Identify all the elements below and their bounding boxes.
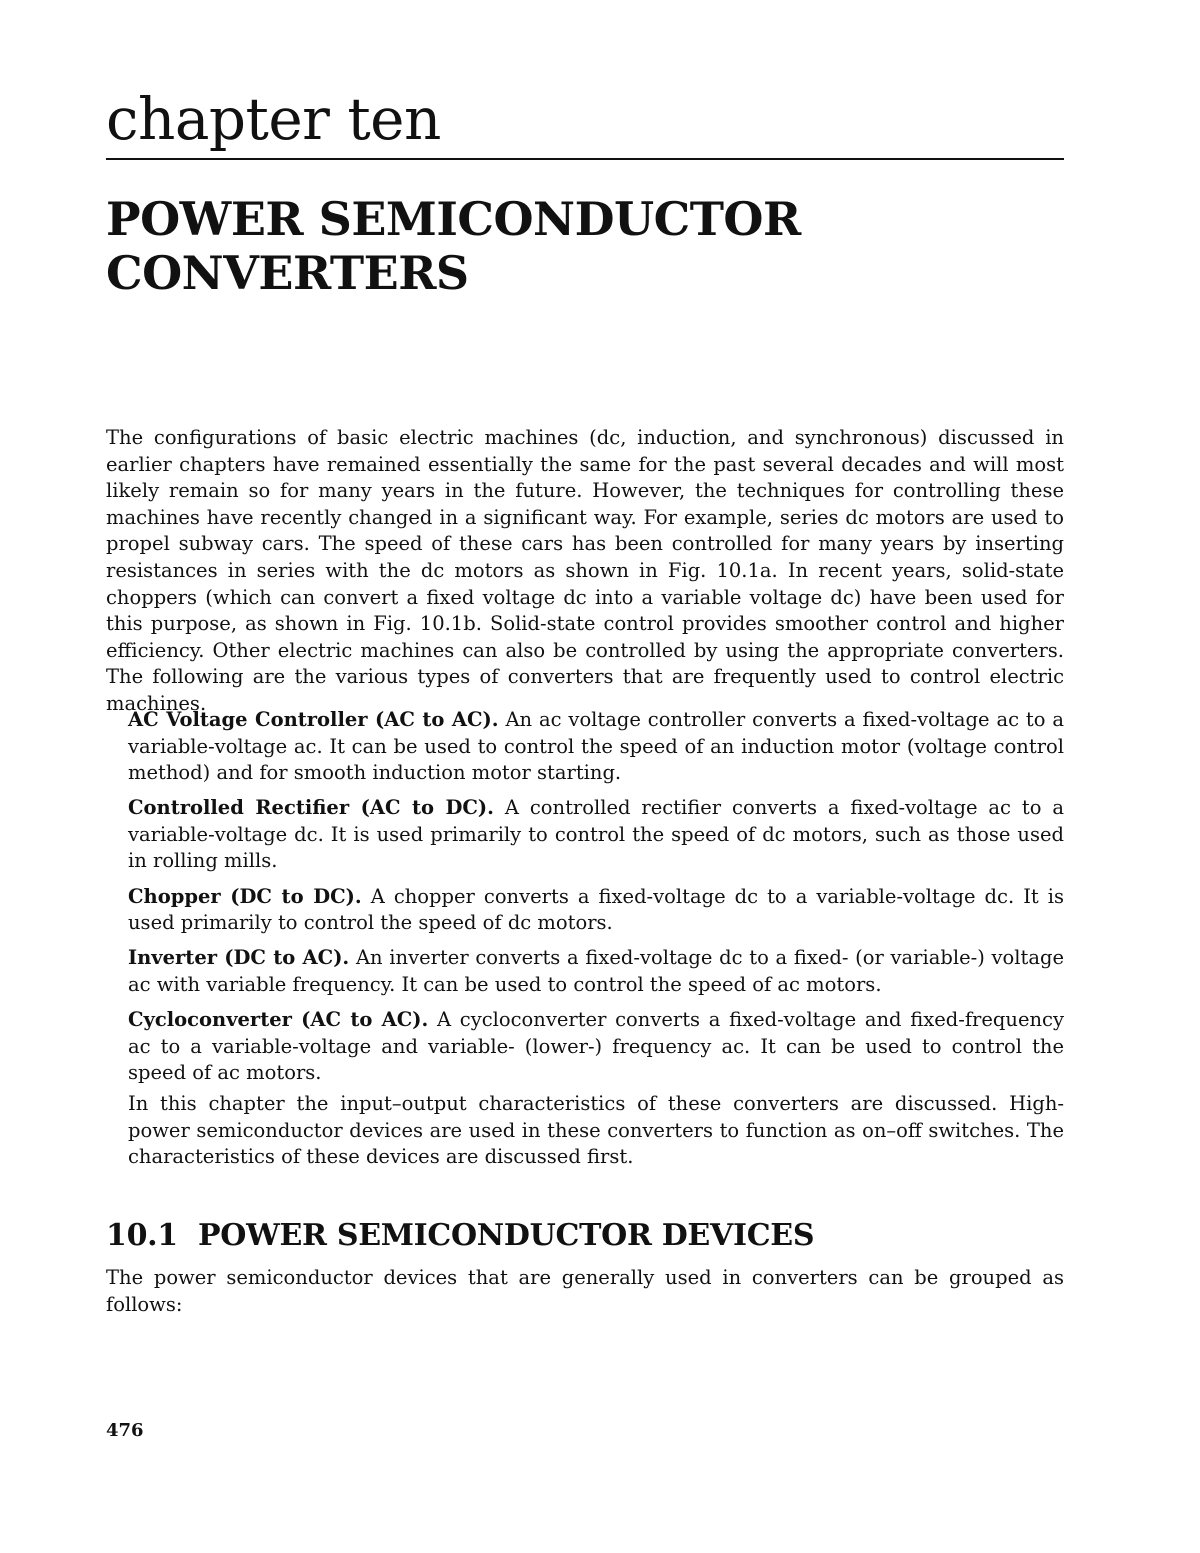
section-heading bbox=[106, 1218, 814, 1254]
converter-description: A chopper converts a fixed-voltage dc to a variable-voltage dc. It is used primarily to control the speed of dc motors. bbox=[128, 884, 1065, 935]
converter-term: Chopper (DC to DC). bbox=[128, 884, 362, 908]
chapter-title-line-1: POWER SEMICONDUCTOR bbox=[106, 192, 801, 246]
chapter-title-line-2: CONVERTERS bbox=[106, 246, 469, 300]
converter-item-cycloconverter bbox=[128, 1007, 1064, 1087]
section-paragraph: The power semiconductor devices that are generally used in converters can be grouped as follows: bbox=[106, 1266, 1064, 1316]
closing-paragraph: In this chapter the input–output characteristics of these converters are discussed. High-power semiconductor devices are used in these converters to function as on–off switches. The characteristics of these devices are discussed first. bbox=[128, 1092, 1064, 1169]
chapter-rule bbox=[106, 158, 1064, 160]
converter-item-inverter bbox=[128, 945, 1064, 998]
chapter-title bbox=[106, 192, 1064, 300]
intro-paragraph: The configurations of basic electric machines (dc, induction, and synchronous) discussed in earlier chapters have remained essentially the same for the past several decades and will most likely remain so for many years in the future. However, the techniques for controlling these machines have recently changed in a significant way. For example, series dc motors are used to propel subway cars. The speed of these cars has been controlled for many years by inserting resistances in series with the dc motors as shown in Fig. 10.1a. In recent years, solid-state choppers (which can convert a fixed voltage dc into a variable voltage dc) have been used for this purpose, as shown in Fig. 10.1b. Solid-state control provides smoother control and higher efficiency. Other electric machines can also be controlled by using the appropriate converters. The following are the various types of converters that are frequently used to control electric machines. bbox=[106, 426, 1064, 715]
converter-term: AC Voltage Controller (AC to AC). bbox=[128, 708, 499, 731]
section-title: POWER SEMICONDUCTOR DEVICES bbox=[198, 1218, 815, 1253]
converter-term: Inverter (DC to AC). bbox=[128, 946, 350, 970]
converter-term: Controlled Rectifier (AC to DC). bbox=[128, 796, 494, 820]
converter-list bbox=[128, 707, 1064, 1095]
converter-item-controlled-rectifier bbox=[128, 795, 1064, 875]
converter-description: A cycloconverter converts a fixed-voltage and fixed-frequency ac to a variable-voltage and variable- (lower-) frequency ac. It can be used to control the speed of ac motors. bbox=[128, 1007, 1064, 1085]
page-number: 476 bbox=[106, 1420, 144, 1441]
converter-description: An inverter converts a fixed-voltage dc to a fixed- (or variable-) voltage ac with variable frequency. It can be used to control the speed of ac motors. bbox=[128, 946, 1064, 996]
converter-term: Cycloconverter (AC to AC). bbox=[128, 1007, 429, 1031]
converter-description: A controlled rectifier converts a fixed-voltage ac to a variable-voltage dc. It is used primarily to control the speed of dc motors, such as those used in rolling mills. bbox=[128, 796, 1064, 873]
chapter-label: chapter ten bbox=[106, 85, 441, 153]
converter-item-ac-voltage-controller bbox=[128, 707, 1064, 787]
converter-description: An ac voltage controller converts a fixed-voltage ac to a variable-voltage ac. It can be used to control the speed of an induction motor (voltage control method) and for smooth induction motor starting. bbox=[128, 708, 1065, 785]
document-page bbox=[106, 0, 1064, 1553]
converter-item-chopper bbox=[128, 884, 1064, 937]
section-number: 10.1 bbox=[106, 1218, 178, 1253]
